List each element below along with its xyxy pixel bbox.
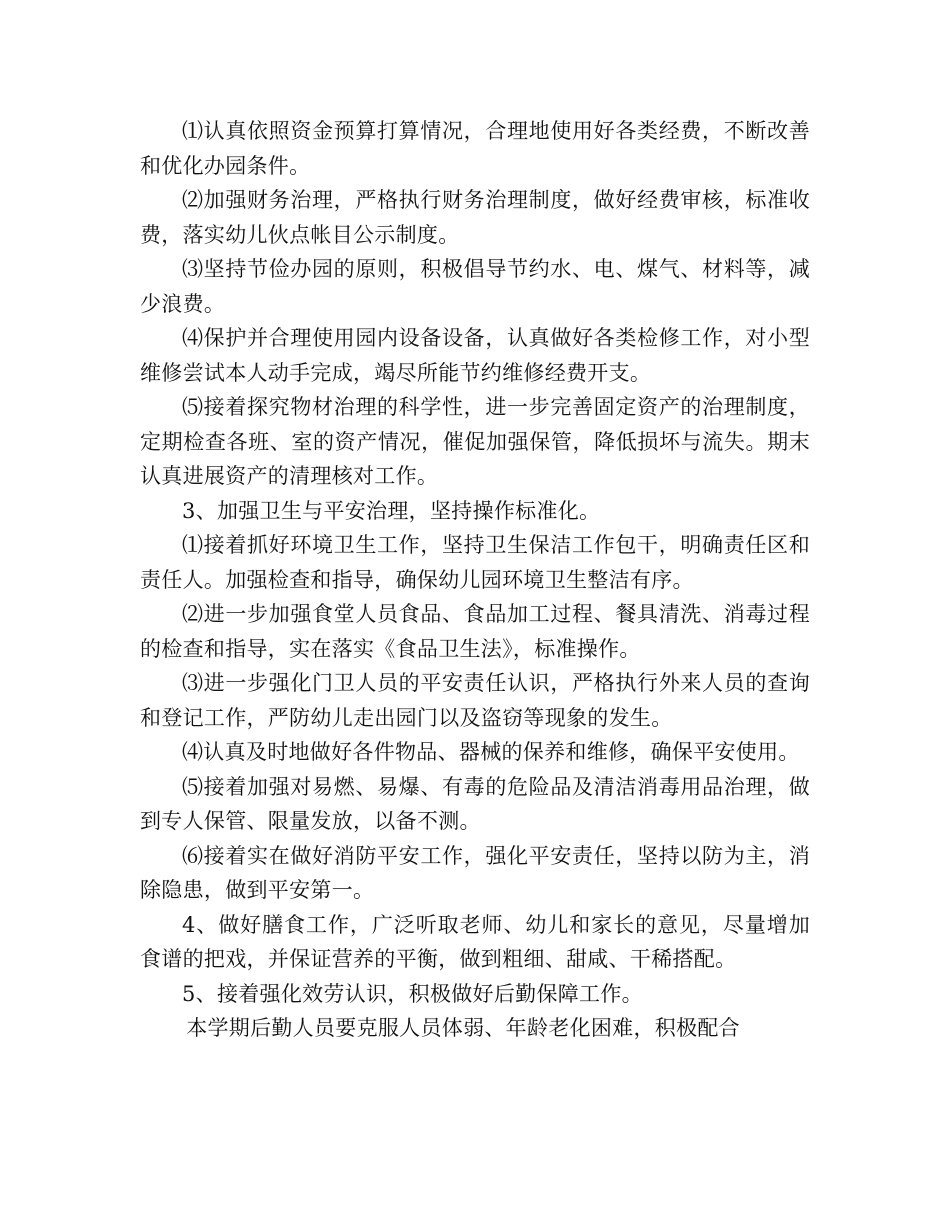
paragraph-12: 本学期后勤人员要克服人员体弱、年龄老化困难，积极配合 [186,1016,740,1040]
section-heading-4: 4、做好膳食工作，广泛听取老师、幼儿和家长的意见，尽量增加食谱的把戏，并保证营养的平衡，做到粗细、甜咸、干稀搭配。 [140,912,810,971]
paragraph-8: ⑶进一步强化门卫人员的平安责任认识，严格执行外来人员的查询和登记工作，严防幼儿走出园门以及盗窃等现象的发生。 [140,671,810,730]
paragraph-10: ⑸接着加强对易燃、易爆、有毒的危险品及清洁消毒用品治理，做到专人保管、限量发放，以备不测。 [140,774,810,833]
paragraph-1: ⑴认真依照资金预算打算情况，合理地使用好各类经费，不断改善和优化办园条件。 [140,119,810,178]
paragraph-3: ⑶坚持节俭办园的原则，积极倡导节约水、电、煤气、材料等，减少浪费。 [140,257,810,316]
section-heading-3: 3、加强卫生与平安治理，坚持操作标准化。 [182,498,601,523]
document-body [140,114,810,1046]
section-heading-5: 5、接着强化效劳认识，积极做好后勤保障工作。 [182,981,643,1006]
paragraph-6: ⑴接着抓好环境卫生工作，坚持卫生保洁工作包干，明确责任区和责任人。加强检查和指导，确保幼儿园环境卫生整洁有序。 [140,533,810,592]
paragraph-4: ⑷保护并合理使用园内设备设备，认真做好各类检修工作，对小型维修尝试本人动手完成，竭尽所能节约维修经费开支。 [140,326,810,385]
paragraph-11: ⑹接着实在做好消防平安工作，强化平安责任，坚持以防为主，消除隐患，做到平安第一。 [140,843,810,902]
paragraph-2: ⑵加强财务治理，严格执行财务治理制度，做好经费审核，标准收费，落实幼儿伙点帐目公示制度。 [140,188,810,247]
paragraph-5: ⑸接着探究物材治理的科学性，进一步完善固定资产的治理制度，定期检查各班、室的资产情况，催促加强保管，降低损坏与流失。期末认真进展资产的清理核对工作。 [140,395,810,488]
paragraph-7: ⑵进一步加强食堂人员食品、食品加工过程、餐具清洗、消毒过程的检查和指导，实在落实《食品卫生法》，标准操作。 [140,602,810,661]
paragraph-9: ⑷认真及时地做好各件物品、器械的保养和维修，确保平安使用。 [182,740,800,764]
